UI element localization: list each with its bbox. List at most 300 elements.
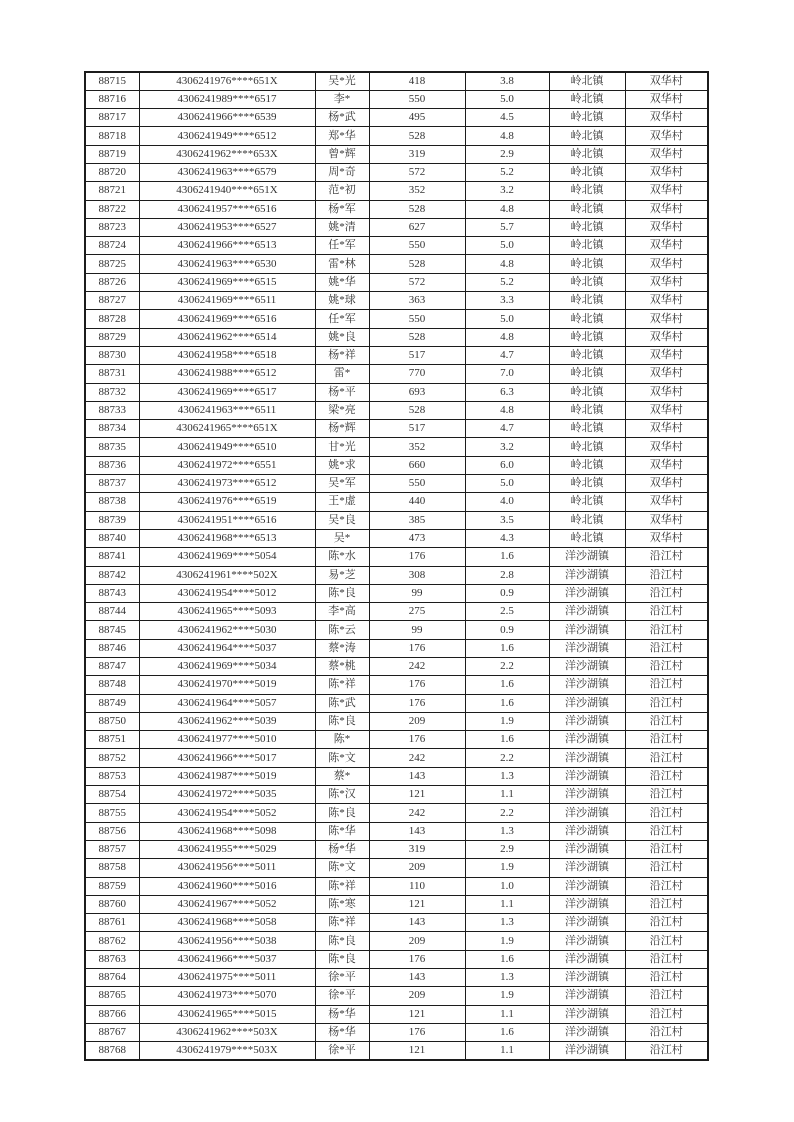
cell-town: 洋沙湖镇 [549, 1023, 625, 1041]
cell-id-number: 4306241954****5012 [139, 584, 315, 602]
cell-id-number: 4306241972****5035 [139, 786, 315, 804]
cell-area: 4.3 [465, 529, 549, 547]
cell-id-number: 4306241962****5039 [139, 712, 315, 730]
table-row [85, 969, 708, 987]
cell-name: 陈*良 [315, 950, 369, 968]
cell-village: 双华村 [625, 365, 708, 383]
cell-village: 双华村 [625, 145, 708, 163]
cell-village: 双华村 [625, 438, 708, 456]
cell-name: 吴*良 [315, 511, 369, 529]
cell-serial: 88763 [85, 950, 139, 968]
cell-id-number: 4306241962****5030 [139, 621, 315, 639]
cell-area: 5.0 [465, 90, 549, 108]
cell-serial: 88717 [85, 109, 139, 127]
cell-id-number: 4306241973****5070 [139, 987, 315, 1005]
table-row [85, 493, 708, 511]
cell-town: 岭北镇 [549, 310, 625, 328]
cell-id-number: 4306241965****651X [139, 420, 315, 438]
cell-serial: 88752 [85, 749, 139, 767]
cell-serial: 88760 [85, 895, 139, 913]
cell-area: 1.9 [465, 712, 549, 730]
cell-id-number: 4306241969****5034 [139, 658, 315, 676]
cell-name: 蔡*桃 [315, 658, 369, 676]
cell-town: 岭北镇 [549, 383, 625, 401]
cell-serial: 88715 [85, 72, 139, 90]
cell-id-number: 4306241956****5038 [139, 932, 315, 950]
cell-id-number: 4306241975****5011 [139, 969, 315, 987]
cell-name: 陈*武 [315, 694, 369, 712]
cell-area: 5.0 [465, 310, 549, 328]
table-row [85, 511, 708, 529]
cell-name: 杨*武 [315, 109, 369, 127]
cell-area: 1.3 [465, 969, 549, 987]
cell-area: 5.2 [465, 163, 549, 181]
cell-serial: 88749 [85, 694, 139, 712]
table-row [85, 529, 708, 547]
cell-town: 洋沙湖镇 [549, 969, 625, 987]
cell-village: 沿江村 [625, 548, 708, 566]
cell-area: 1.9 [465, 932, 549, 950]
cell-amount: 242 [369, 749, 465, 767]
cell-amount: 770 [369, 365, 465, 383]
cell-name: 陈*良 [315, 804, 369, 822]
cell-amount: 495 [369, 109, 465, 127]
cell-amount: 660 [369, 456, 465, 474]
cell-town: 洋沙湖镇 [549, 1005, 625, 1023]
cell-village: 双华村 [625, 218, 708, 236]
cell-amount: 176 [369, 731, 465, 749]
cell-village: 双华村 [625, 475, 708, 493]
cell-name: 周*奇 [315, 163, 369, 181]
cell-village: 沿江村 [625, 621, 708, 639]
cell-village: 双华村 [625, 529, 708, 547]
cell-village: 双华村 [625, 383, 708, 401]
cell-village: 双华村 [625, 109, 708, 127]
cell-name: 陈*汉 [315, 786, 369, 804]
cell-area: 1.0 [465, 877, 549, 895]
table-row [85, 731, 708, 749]
cell-area: 1.1 [465, 1042, 549, 1060]
cell-serial: 88767 [85, 1023, 139, 1041]
cell-area: 1.6 [465, 676, 549, 694]
cell-amount: 143 [369, 822, 465, 840]
cell-amount: 121 [369, 786, 465, 804]
cell-name: 范*初 [315, 182, 369, 200]
table-row [85, 475, 708, 493]
cell-name: 曾*辉 [315, 145, 369, 163]
cell-amount: 176 [369, 950, 465, 968]
cell-name: 陈*良 [315, 584, 369, 602]
cell-id-number: 4306241979****503X [139, 1042, 315, 1060]
table-row [85, 749, 708, 767]
cell-amount: 517 [369, 346, 465, 364]
cell-name: 蔡*涛 [315, 639, 369, 657]
cell-town: 岭北镇 [549, 401, 625, 419]
cell-id-number: 4306241967****5052 [139, 895, 315, 913]
cell-name: 姚*清 [315, 218, 369, 236]
cell-name: 雷*林 [315, 255, 369, 273]
cell-area: 4.8 [465, 328, 549, 346]
cell-name: 任*军 [315, 237, 369, 255]
cell-id-number: 4306241976****6519 [139, 493, 315, 511]
table-row [85, 90, 708, 108]
cell-area: 3.3 [465, 292, 549, 310]
cell-id-number: 4306241962****6514 [139, 328, 315, 346]
cell-serial: 88751 [85, 731, 139, 749]
cell-serial: 88729 [85, 328, 139, 346]
cell-area: 1.6 [465, 950, 549, 968]
cell-town: 岭北镇 [549, 90, 625, 108]
table-row [85, 72, 708, 90]
cell-village: 双华村 [625, 346, 708, 364]
cell-village: 沿江村 [625, 914, 708, 932]
cell-id-number: 4306241957****6516 [139, 200, 315, 218]
cell-serial: 88722 [85, 200, 139, 218]
cell-id-number: 4306241970****5019 [139, 676, 315, 694]
cell-area: 2.2 [465, 749, 549, 767]
cell-name: 陈*文 [315, 749, 369, 767]
cell-area: 7.0 [465, 365, 549, 383]
cell-village: 沿江村 [625, 566, 708, 584]
cell-serial: 88754 [85, 786, 139, 804]
cell-serial: 88719 [85, 145, 139, 163]
cell-id-number: 4306241977****5010 [139, 731, 315, 749]
cell-area: 5.0 [465, 475, 549, 493]
cell-id-number: 4306241972****6551 [139, 456, 315, 474]
cell-name: 易*芝 [315, 566, 369, 584]
cell-id-number: 4306241968****5098 [139, 822, 315, 840]
cell-area: 6.3 [465, 383, 549, 401]
cell-name: 蔡* [315, 767, 369, 785]
cell-serial: 88734 [85, 420, 139, 438]
cell-serial: 88741 [85, 548, 139, 566]
cell-id-number: 4306241960****5016 [139, 877, 315, 895]
cell-area: 4.8 [465, 200, 549, 218]
cell-village: 双华村 [625, 163, 708, 181]
cell-village: 双华村 [625, 310, 708, 328]
cell-amount: 572 [369, 273, 465, 291]
cell-name: 郑*华 [315, 127, 369, 145]
table-row [85, 840, 708, 858]
cell-id-number: 4306241987****5019 [139, 767, 315, 785]
cell-area: 2.9 [465, 840, 549, 858]
cell-amount: 550 [369, 475, 465, 493]
cell-area: 4.5 [465, 109, 549, 127]
cell-id-number: 4306241961****502X [139, 566, 315, 584]
cell-town: 洋沙湖镇 [549, 859, 625, 877]
cell-id-number: 4306241966****6513 [139, 237, 315, 255]
cell-name: 陈*华 [315, 822, 369, 840]
table-row [85, 1042, 708, 1060]
cell-serial: 88738 [85, 493, 139, 511]
cell-serial: 88768 [85, 1042, 139, 1060]
cell-amount: 528 [369, 127, 465, 145]
cell-village: 沿江村 [625, 731, 708, 749]
cell-village: 沿江村 [625, 676, 708, 694]
cell-village: 沿江村 [625, 822, 708, 840]
cell-town: 岭北镇 [549, 529, 625, 547]
table-row [85, 1023, 708, 1041]
cell-village: 沿江村 [625, 749, 708, 767]
cell-amount: 418 [369, 72, 465, 90]
cell-town: 洋沙湖镇 [549, 767, 625, 785]
cell-town: 洋沙湖镇 [549, 877, 625, 895]
cell-serial: 88735 [85, 438, 139, 456]
cell-area: 1.6 [465, 1023, 549, 1041]
cell-area: 0.9 [465, 621, 549, 639]
cell-name: 姚*良 [315, 328, 369, 346]
cell-amount: 352 [369, 182, 465, 200]
table-row [85, 767, 708, 785]
cell-town: 洋沙湖镇 [549, 786, 625, 804]
cell-amount: 176 [369, 676, 465, 694]
cell-amount: 176 [369, 694, 465, 712]
table-row [85, 456, 708, 474]
table-row [85, 987, 708, 1005]
cell-serial: 88736 [85, 456, 139, 474]
cell-serial: 88757 [85, 840, 139, 858]
cell-id-number: 4306241968****5058 [139, 914, 315, 932]
cell-serial: 88747 [85, 658, 139, 676]
cell-id-number: 4306241964****5057 [139, 694, 315, 712]
table-row [85, 438, 708, 456]
cell-serial: 88765 [85, 987, 139, 1005]
cell-id-number: 4306241969****5054 [139, 548, 315, 566]
cell-village: 沿江村 [625, 694, 708, 712]
table-row [85, 420, 708, 438]
cell-name: 陈*祥 [315, 877, 369, 895]
cell-id-number: 4306241956****5011 [139, 859, 315, 877]
cell-id-number: 4306241969****6515 [139, 273, 315, 291]
cell-name: 陈*祥 [315, 676, 369, 694]
cell-town: 洋沙湖镇 [549, 895, 625, 913]
cell-id-number: 4306241989****6517 [139, 90, 315, 108]
cell-area: 6.0 [465, 456, 549, 474]
cell-area: 0.9 [465, 584, 549, 602]
cell-serial: 88740 [85, 529, 139, 547]
cell-serial: 88728 [85, 310, 139, 328]
cell-amount: 627 [369, 218, 465, 236]
cell-id-number: 4306241969****6517 [139, 383, 315, 401]
cell-serial: 88723 [85, 218, 139, 236]
cell-village: 沿江村 [625, 1023, 708, 1041]
cell-amount: 176 [369, 548, 465, 566]
cell-village: 双华村 [625, 511, 708, 529]
table-row [85, 603, 708, 621]
cell-village: 沿江村 [625, 639, 708, 657]
cell-name: 陈*寒 [315, 895, 369, 913]
cell-amount: 363 [369, 292, 465, 310]
table-row [85, 1005, 708, 1023]
cell-amount: 528 [369, 200, 465, 218]
cell-area: 1.3 [465, 914, 549, 932]
cell-serial: 88753 [85, 767, 139, 785]
cell-area: 1.6 [465, 694, 549, 712]
cell-town: 洋沙湖镇 [549, 548, 625, 566]
cell-id-number: 4306241962****653X [139, 145, 315, 163]
cell-village: 沿江村 [625, 786, 708, 804]
cell-amount: 209 [369, 932, 465, 950]
cell-area: 3.2 [465, 182, 549, 200]
cell-serial: 88724 [85, 237, 139, 255]
cell-name: 吴*军 [315, 475, 369, 493]
cell-name: 徐*平 [315, 1042, 369, 1060]
cell-town: 洋沙湖镇 [549, 712, 625, 730]
cell-village: 沿江村 [625, 712, 708, 730]
cell-town: 洋沙湖镇 [549, 621, 625, 639]
cell-id-number: 4306241951****6516 [139, 511, 315, 529]
cell-amount: 209 [369, 712, 465, 730]
table-row [85, 639, 708, 657]
cell-name: 吴*光 [315, 72, 369, 90]
cell-town: 岭北镇 [549, 456, 625, 474]
cell-town: 岭北镇 [549, 200, 625, 218]
table-row [85, 145, 708, 163]
cell-amount: 121 [369, 1042, 465, 1060]
cell-town: 洋沙湖镇 [549, 932, 625, 950]
cell-id-number: 4306241955****5029 [139, 840, 315, 858]
cell-amount: 121 [369, 895, 465, 913]
cell-village: 沿江村 [625, 1005, 708, 1023]
cell-id-number: 4306241966****5017 [139, 749, 315, 767]
table-row [85, 255, 708, 273]
cell-town: 洋沙湖镇 [549, 603, 625, 621]
cell-village: 双华村 [625, 72, 708, 90]
cell-town: 岭北镇 [549, 493, 625, 511]
table-row [85, 200, 708, 218]
cell-town: 岭北镇 [549, 346, 625, 364]
table-row [85, 182, 708, 200]
cell-amount: 143 [369, 914, 465, 932]
cell-name: 李*高 [315, 603, 369, 621]
cell-amount: 528 [369, 328, 465, 346]
cell-serial: 88716 [85, 90, 139, 108]
cell-town: 岭北镇 [549, 72, 625, 90]
cell-amount: 209 [369, 987, 465, 1005]
cell-area: 3.8 [465, 72, 549, 90]
cell-amount: 242 [369, 804, 465, 822]
cell-town: 岭北镇 [549, 182, 625, 200]
table-row [85, 163, 708, 181]
cell-id-number: 4306241965****5093 [139, 603, 315, 621]
cell-town: 洋沙湖镇 [549, 584, 625, 602]
cell-name: 姚*华 [315, 273, 369, 291]
cell-serial: 88761 [85, 914, 139, 932]
cell-name: 陈*水 [315, 548, 369, 566]
cell-id-number: 4306241969****6516 [139, 310, 315, 328]
cell-amount: 517 [369, 420, 465, 438]
cell-town: 洋沙湖镇 [549, 676, 625, 694]
cell-town: 岭北镇 [549, 127, 625, 145]
table-row [85, 273, 708, 291]
cell-id-number: 4306241962****503X [139, 1023, 315, 1041]
cell-town: 洋沙湖镇 [549, 914, 625, 932]
cell-name: 陈*良 [315, 712, 369, 730]
cell-area: 1.1 [465, 1005, 549, 1023]
cell-id-number: 4306241949****6512 [139, 127, 315, 145]
cell-name: 陈*云 [315, 621, 369, 639]
cell-name: 陈*祥 [315, 914, 369, 932]
cell-town: 岭北镇 [549, 292, 625, 310]
cell-area: 2.5 [465, 603, 549, 621]
cell-name: 杨*辉 [315, 420, 369, 438]
table-row [85, 950, 708, 968]
cell-area: 1.6 [465, 639, 549, 657]
cell-amount: 242 [369, 658, 465, 676]
cell-town: 洋沙湖镇 [549, 987, 625, 1005]
cell-area: 4.7 [465, 420, 549, 438]
table-row [85, 328, 708, 346]
cell-serial: 88718 [85, 127, 139, 145]
cell-town: 洋沙湖镇 [549, 658, 625, 676]
cell-amount: 121 [369, 1005, 465, 1023]
cell-id-number: 4306241973****6512 [139, 475, 315, 493]
cell-serial: 88762 [85, 932, 139, 950]
table-row [85, 804, 708, 822]
table-row [85, 401, 708, 419]
cell-village: 沿江村 [625, 804, 708, 822]
cell-name: 梁*亮 [315, 401, 369, 419]
cell-amount: 385 [369, 511, 465, 529]
cell-village: 沿江村 [625, 603, 708, 621]
cell-area: 2.2 [465, 804, 549, 822]
cell-town: 洋沙湖镇 [549, 694, 625, 712]
cell-amount: 352 [369, 438, 465, 456]
cell-village: 沿江村 [625, 767, 708, 785]
cell-area: 1.1 [465, 786, 549, 804]
cell-id-number: 4306241969****6511 [139, 292, 315, 310]
cell-amount: 319 [369, 145, 465, 163]
cell-name: 徐*平 [315, 987, 369, 1005]
cell-town: 岭北镇 [549, 438, 625, 456]
cell-name: 杨*祥 [315, 346, 369, 364]
cell-village: 双华村 [625, 237, 708, 255]
cell-village: 双华村 [625, 401, 708, 419]
cell-name: 杨*华 [315, 1005, 369, 1023]
cell-name: 吴* [315, 529, 369, 547]
cell-town: 岭北镇 [549, 273, 625, 291]
cell-area: 3.5 [465, 511, 549, 529]
cell-town: 岭北镇 [549, 145, 625, 163]
cell-serial: 88731 [85, 365, 139, 383]
cell-village: 沿江村 [625, 1042, 708, 1060]
cell-area: 1.6 [465, 731, 549, 749]
cell-serial: 88725 [85, 255, 139, 273]
cell-id-number: 4306241964****5037 [139, 639, 315, 657]
table-row [85, 786, 708, 804]
cell-town: 洋沙湖镇 [549, 804, 625, 822]
cell-serial: 88742 [85, 566, 139, 584]
cell-id-number: 4306241940****651X [139, 182, 315, 200]
table-row [85, 822, 708, 840]
cell-serial: 88743 [85, 584, 139, 602]
cell-area: 2.9 [465, 145, 549, 163]
table-row [85, 365, 708, 383]
cell-town: 洋沙湖镇 [549, 566, 625, 584]
cell-serial: 88756 [85, 822, 139, 840]
cell-serial: 88766 [85, 1005, 139, 1023]
cell-amount: 275 [369, 603, 465, 621]
cell-area: 5.7 [465, 218, 549, 236]
cell-village: 沿江村 [625, 950, 708, 968]
cell-village: 沿江村 [625, 877, 708, 895]
cell-town: 岭北镇 [549, 511, 625, 529]
table-row [85, 621, 708, 639]
cell-id-number: 4306241963****6579 [139, 163, 315, 181]
cell-town: 岭北镇 [549, 475, 625, 493]
cell-village: 双华村 [625, 493, 708, 511]
cell-serial: 88726 [85, 273, 139, 291]
